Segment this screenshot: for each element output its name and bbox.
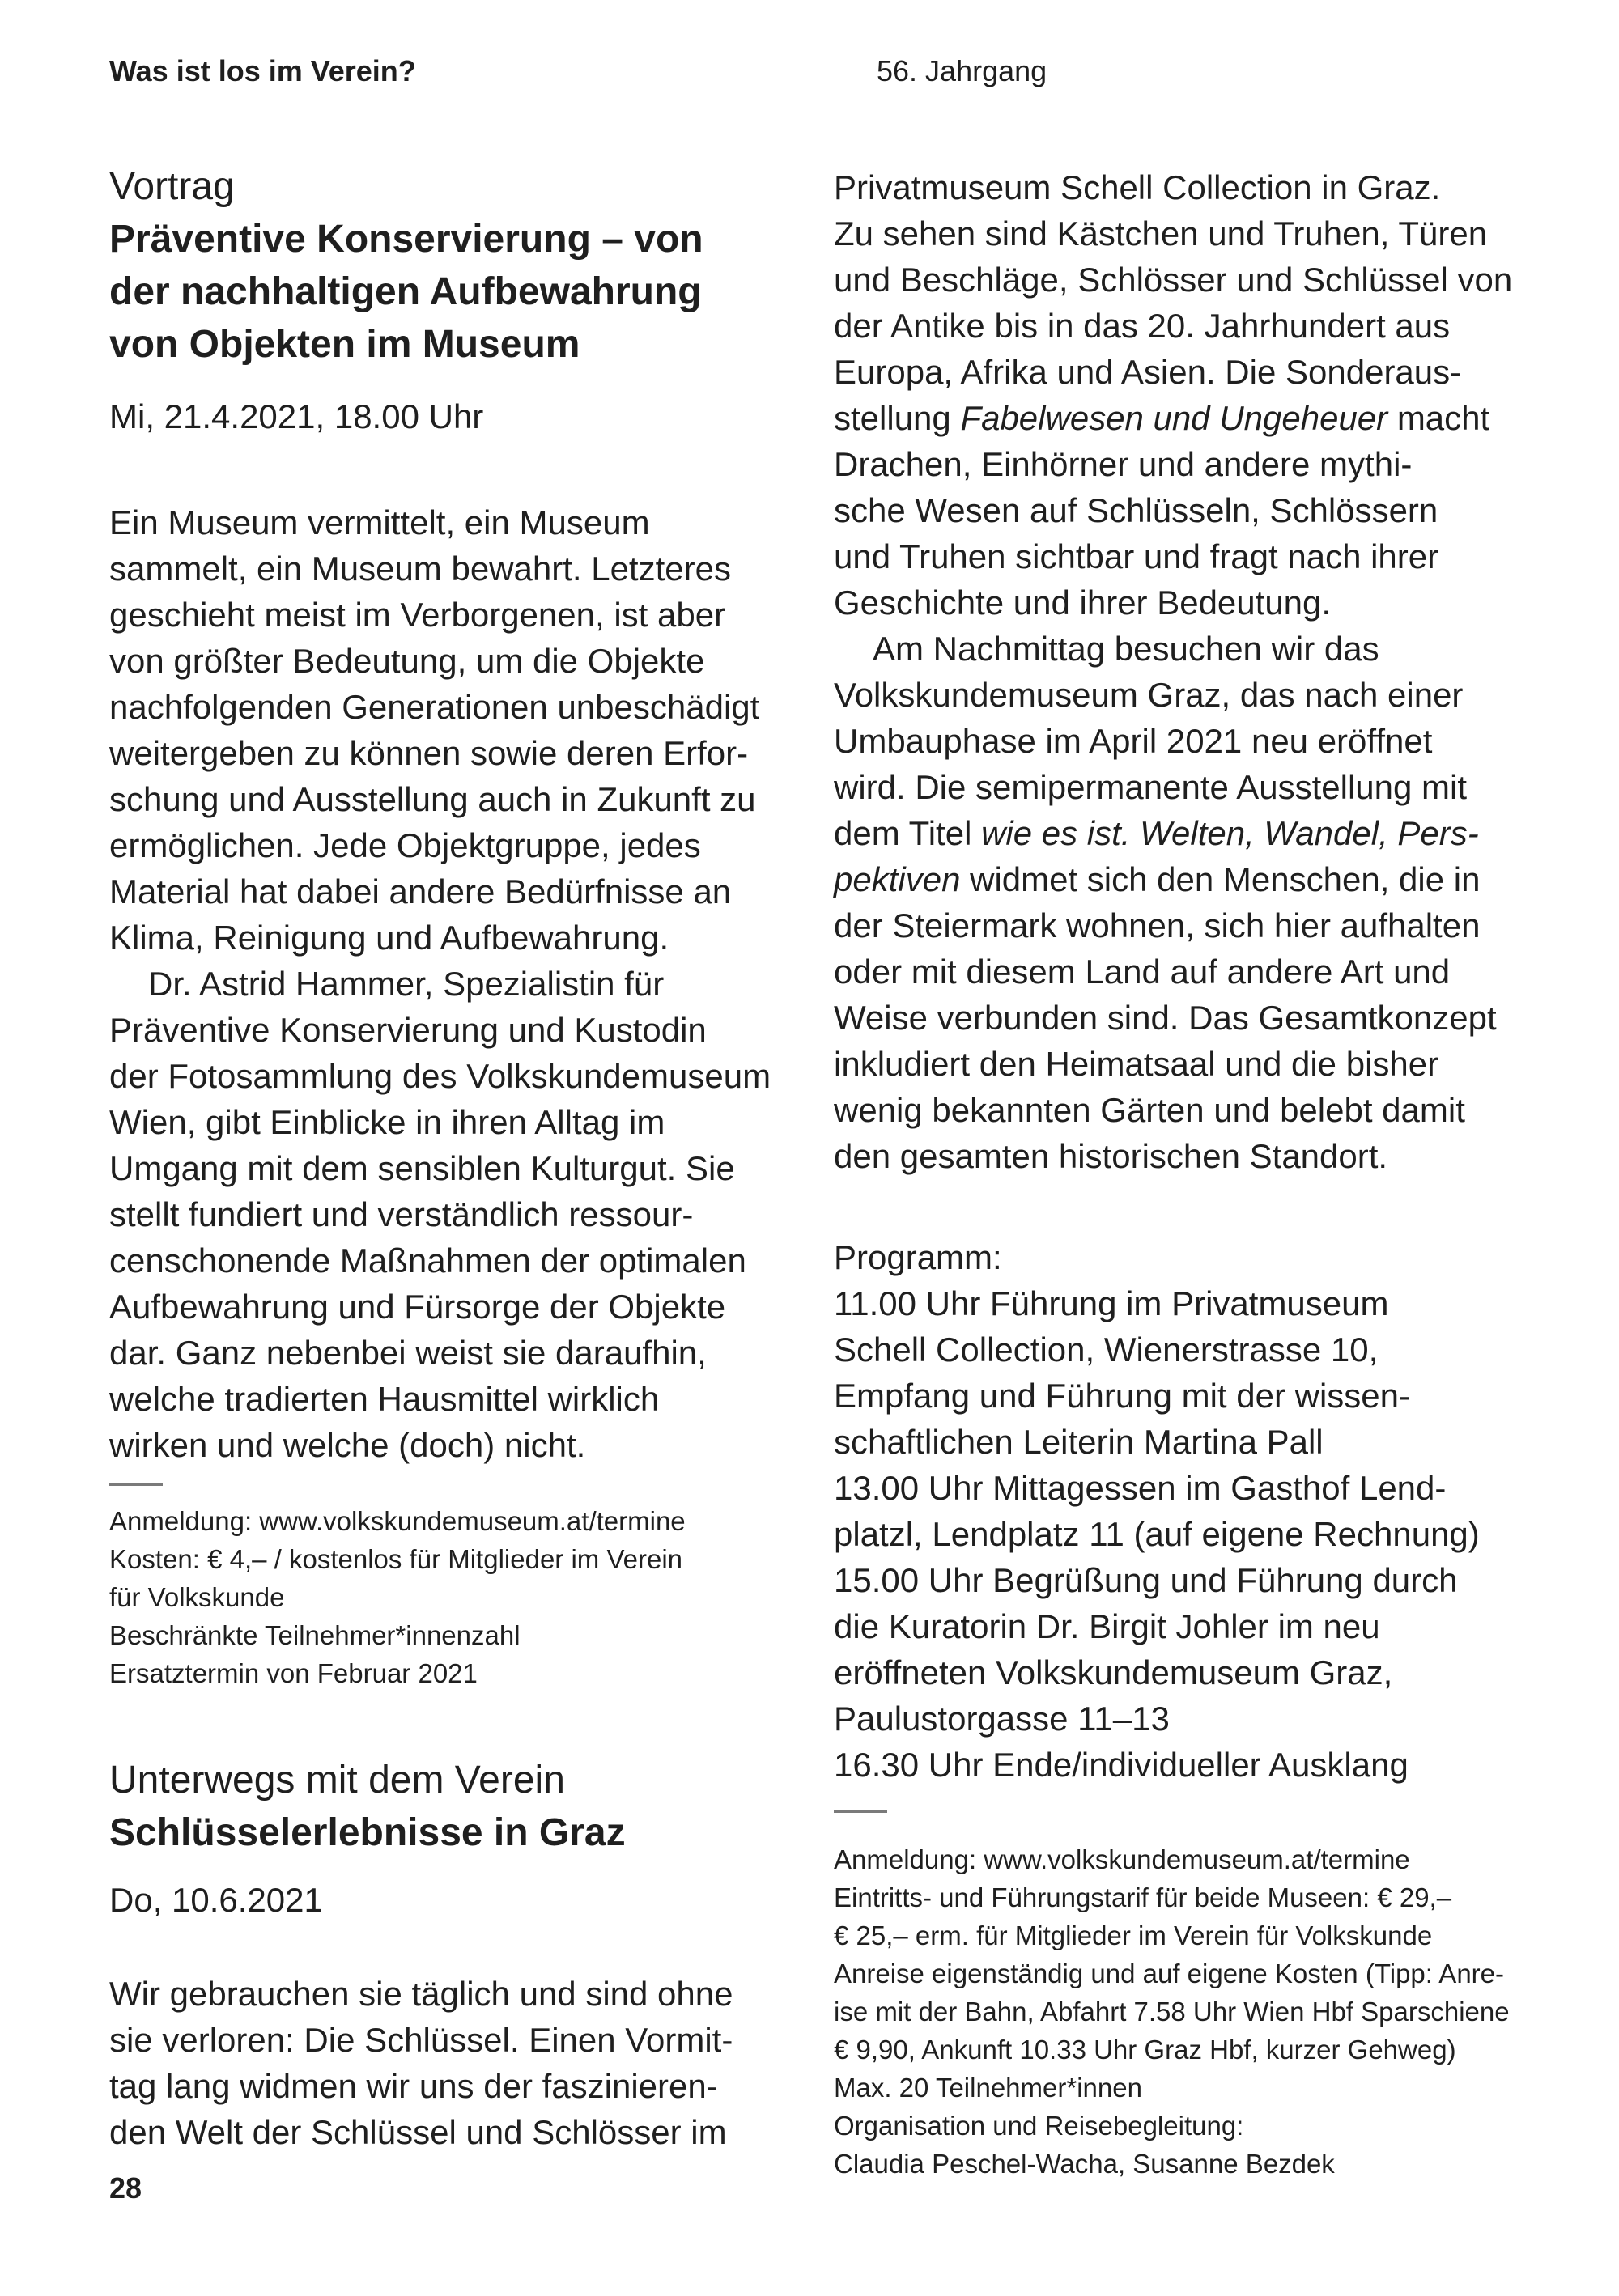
info-line: Max. 20 Teilnehmer*innen — [834, 2073, 1142, 2103]
body-line: inkludiert den Heimatsaal und die bisher — [834, 1045, 1439, 1083]
body-line — [834, 856, 1512, 902]
body-line: censchonende Maßnahmen der optimalen — [109, 1241, 746, 1280]
program-line: platzl, Lendplatz 11 (auf eigene Rechnung) — [834, 1515, 1480, 1553]
event1-paragraph-2 — [109, 961, 771, 1468]
body-text-segment: widmet sich den Menschen, die in — [960, 860, 1481, 898]
event1-kicker: Vortrag — [109, 165, 235, 208]
body-line: Präventive Konservierung und Kustodin — [109, 1011, 707, 1049]
body-line: und Beschläge, Schlösser und Schlüssel von — [834, 261, 1513, 299]
body-line: weitergeben zu können sowie deren Erfor- — [109, 734, 749, 772]
section-divider — [109, 1483, 163, 1486]
body-line: welche tradierten Hausmittel wirklich — [109, 1380, 660, 1418]
info-line: € 25,– erm. für Mitglieder im Verein für Volkskunde — [834, 1920, 1433, 1950]
program-line: Schell Collection, Wienerstrasse 10, — [834, 1330, 1379, 1369]
exhibition-title-italic: pektiven — [834, 860, 961, 898]
event1-title-line: von Objekten im Museum — [109, 323, 580, 366]
body-line: Wien, gibt Einblicke in ihren Alltag im — [109, 1103, 665, 1141]
body-line: Wir gebrauchen sie täglich und sind ohne — [109, 1975, 733, 2013]
running-head-left: Was ist los im Verein? — [109, 54, 416, 87]
event1-paragraph-1 — [109, 499, 759, 961]
event1-title-line: Präventive Konservierung – von — [109, 218, 703, 261]
body-line: Material hat dabei andere Bedürfnisse an — [109, 872, 732, 910]
body-line: Geschichte und ihrer Bedeutung. — [834, 584, 1332, 622]
body-line: sche Wesen auf Schlüsseln, Schlössern — [834, 491, 1438, 529]
program-line: Programm: — [834, 1238, 1002, 1276]
body-line: Aufbewahrung und Fürsorge der Objekte — [109, 1288, 726, 1326]
program-line: 15.00 Uhr Begrüßung und Führung durch — [834, 1561, 1458, 1599]
running-head-right: 56. Jahrgang — [877, 54, 1047, 87]
body-line — [834, 810, 1512, 856]
body-line: der Steiermark wohnen, sich hier aufhalten — [834, 906, 1481, 944]
body-line: Drachen, Einhörner und andere mythi- — [834, 445, 1413, 483]
body-line: Umgang mit dem sensiblen Kulturgut. Sie — [109, 1149, 735, 1187]
event1-title-line: der nachhaltigen Aufbewahrung — [109, 270, 702, 313]
info-line: Anreise eigenständig und auf eigene Kosten (Tipp: Anre- — [834, 1959, 1504, 1988]
body-text-segment: stellung — [834, 399, 961, 437]
page-number: 28 — [109, 2171, 142, 2205]
body-line: Am Nachmittag besuchen wir das — [873, 630, 1379, 668]
body-line: wirken und welche (doch) nicht. — [109, 1426, 586, 1464]
event2-info — [834, 1840, 1510, 2183]
body-line: Europa, Afrika und Asien. Die Sonderaus- — [834, 353, 1462, 391]
program-line: schaftlichen Leiterin Martina Pall — [834, 1423, 1324, 1461]
body-line: Dr. Astrid Hammer, Spezialistin für — [148, 965, 665, 1003]
event2-date: Do, 10.6.2021 — [109, 1881, 323, 1919]
info-line: Ersatztermin von Februar 2021 — [109, 1658, 478, 1688]
program-block — [834, 1234, 1480, 1788]
program-line: die Kuratorin Dr. Birgit Johler im neu — [834, 1607, 1380, 1645]
body-line: geschieht meist im Verborgenen, ist aber — [109, 596, 726, 634]
body-line: Klima, Reinigung und Aufbewahrung. — [109, 919, 669, 957]
body-line — [834, 395, 1512, 441]
body-line: wenig bekannten Gärten und belebt damit — [834, 1091, 1465, 1129]
body-line: von größter Bedeutung, um die Objekte — [109, 642, 705, 680]
info-line: Beschränkte Teilnehmer*innenzahl — [109, 1620, 521, 1650]
body-line: Privatmuseum Schell Collection in Graz. — [834, 168, 1441, 206]
body-line: Volkskundemuseum Graz, das nach einer — [834, 676, 1464, 714]
program-line: Paulustorgasse 11–13 — [834, 1700, 1170, 1738]
body-line: schung und Ausstellung auch in Zukunft zu — [109, 780, 756, 818]
body-line: sie verloren: Die Schlüssel. Einen Vormit- — [109, 2021, 733, 2059]
info-line: Organisation und Reisebegleitung: — [834, 2111, 1244, 2141]
program-line: 11.00 Uhr Führung im Privatmuseum — [834, 1284, 1389, 1322]
body-line: ermöglichen. Jede Objektgruppe, jedes — [109, 826, 701, 864]
body-text-segment: macht — [1387, 399, 1490, 437]
body-line: der Fotosammlung des Volkskundemuseum — [109, 1057, 771, 1095]
body-line: sammelt, ein Museum bewahrt. Letzteres — [109, 550, 731, 588]
body-line: Weise verbunden sind. Das Gesamtkonzept — [834, 999, 1497, 1037]
event1-title — [109, 213, 703, 371]
info-line: Claudia Peschel-Wacha, Susanne Bezdek — [834, 2149, 1335, 2179]
info-line: € 9,90, Ankunft 10.33 Uhr Graz Hbf, kurzer Gehweg) — [834, 2035, 1456, 2065]
body-line: stellt fundiert und verständlich ressour- — [109, 1195, 694, 1233]
body-line: und Truhen sichtbar und fragt nach ihrer — [834, 537, 1439, 575]
info-line: Anmeldung: www.volkskundemuseum.at/termine — [109, 1506, 686, 1536]
body-text-segment: dem Titel — [834, 814, 982, 852]
body-line: Zu sehen sind Kästchen und Truhen, Türen — [834, 214, 1488, 253]
info-line: Kosten: € 4,– / kostenlos für Mitglieder im Verein — [109, 1544, 683, 1574]
body-line: wird. Die semipermanente Ausstellung mit — [834, 768, 1468, 806]
event2-title: Schlüsselerlebnisse in Graz — [109, 1811, 626, 1854]
program-line: 13.00 Uhr Mittagessen im Gasthof Lend- — [834, 1469, 1447, 1507]
right-column-body — [834, 164, 1512, 1179]
program-line: eröffneten Volkskundemuseum Graz, — [834, 1653, 1393, 1691]
program-line: 16.30 Uhr Ende/individueller Ausklang — [834, 1746, 1409, 1784]
body-line: der Antike bis in das 20. Jahrhundert aus — [834, 307, 1451, 345]
body-line: tag lang widmen wir uns der faszinieren- — [109, 2067, 718, 2105]
event2-paragraph — [109, 1971, 733, 2155]
body-line: Umbauphase im April 2021 neu eröffnet — [834, 722, 1433, 760]
body-line: oder mit diesem Land auf andere Art und — [834, 953, 1451, 991]
body-line: nachfolgenden Generationen unbeschädigt — [109, 688, 760, 726]
event1-date: Mi, 21.4.2021, 18.00 Uhr — [109, 397, 484, 435]
body-line: Ein Museum vermittelt, ein Museum — [109, 503, 650, 541]
exhibition-title-italic: wie es ist. Welten, Wandel, Pers- — [981, 814, 1479, 852]
exhibition-title-italic: Fabelwesen und Ungeheuer — [960, 399, 1388, 437]
info-line: Eintritts- und Führungstarif für beide Museen: € 29,– — [834, 1882, 1452, 1912]
event2-kicker: Unterwegs mit dem Verein — [109, 1759, 565, 1802]
program-line: Empfang und Führung mit der wissen- — [834, 1377, 1411, 1415]
info-line: Anmeldung: www.volkskundemuseum.at/termine — [834, 1844, 1410, 1874]
body-line: dar. Ganz nebenbei weist sie daraufhin, — [109, 1334, 707, 1372]
body-line: den gesamten historischen Standort. — [834, 1137, 1388, 1175]
body-line: den Welt der Schlüssel und Schlösser im — [109, 2113, 727, 2151]
info-line: für Volkskunde — [109, 1582, 285, 1612]
section-divider — [834, 1810, 887, 1813]
event1-info — [109, 1502, 686, 1692]
info-line: ise mit der Bahn, Abfahrt 7.58 Uhr Wien Hbf Sparschiene — [834, 1997, 1510, 2027]
